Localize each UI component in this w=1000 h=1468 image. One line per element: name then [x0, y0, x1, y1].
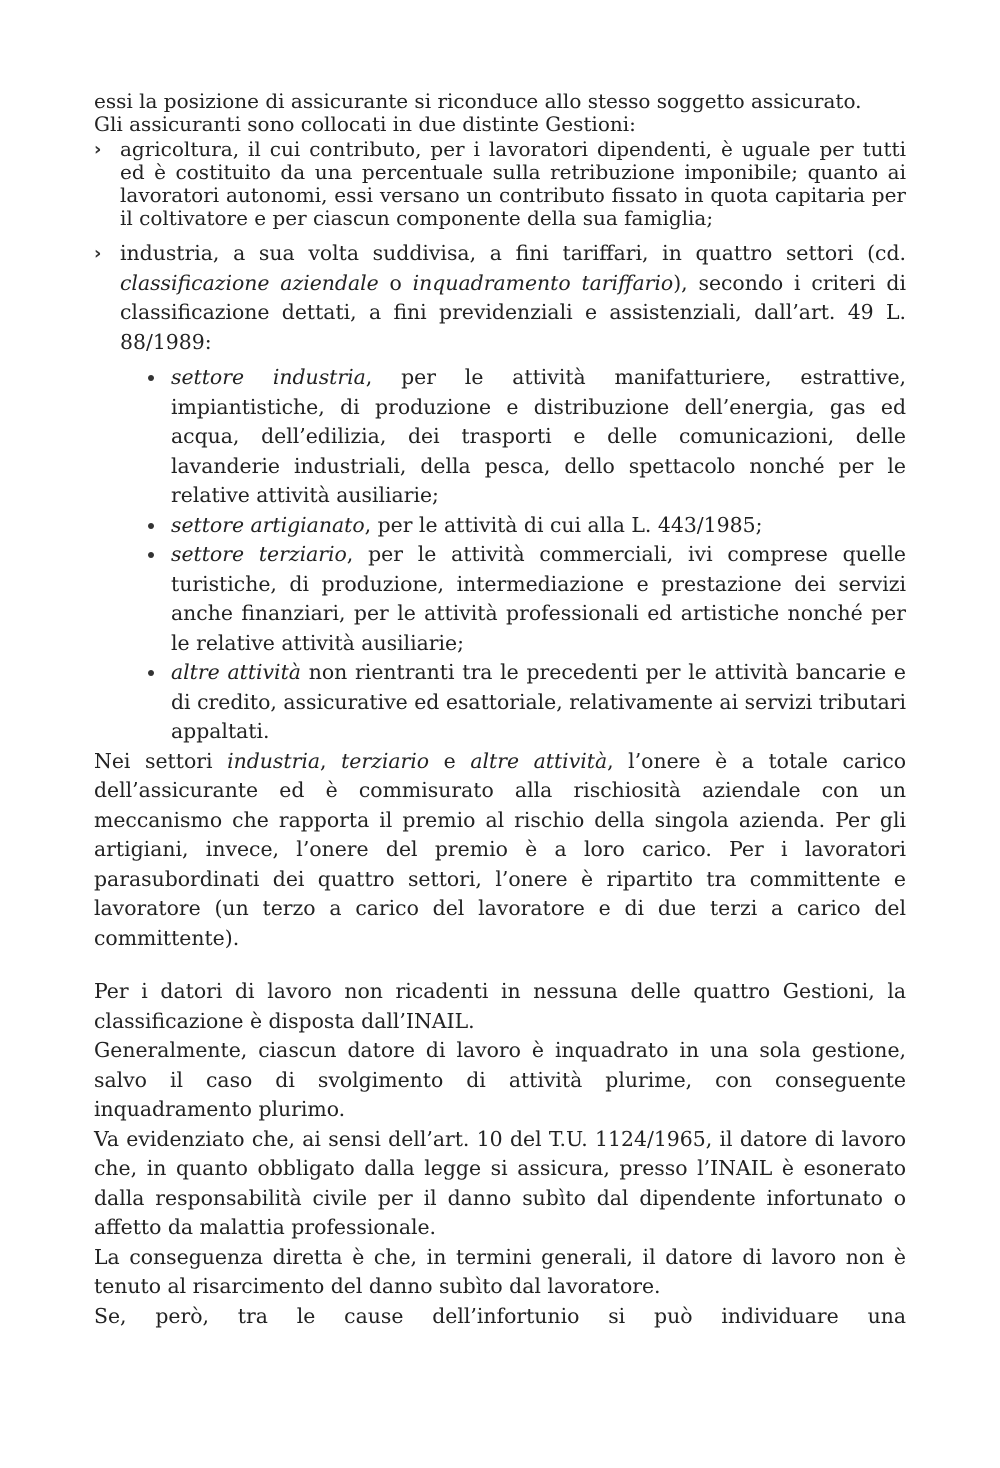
settore-name: settore terziario [171, 542, 347, 566]
settori-paragraph [94, 747, 906, 954]
intro-line-2: Gli assicuranti sono collocati in due distinte Gestioni: [94, 112, 636, 136]
settore-text: , per le attività commerciali, ivi comprese quelle turistiche, di produzione, intermediazione e prestazione dei servizi anche finanziari, per le attività professionali ed artistiche nonché per le relative attività ausiliarie; [171, 542, 906, 655]
settore-name: altre attività [171, 660, 301, 684]
bullet-dot-icon [148, 523, 154, 529]
list-item-settore-industria [144, 363, 906, 511]
settori-i3: altre attività [470, 748, 608, 773]
industria-text-c: o [378, 270, 413, 295]
bullet-dot-icon [148, 375, 154, 381]
settori-list [144, 363, 906, 747]
industria-text-d: inquadramento tariffario [412, 270, 674, 295]
paragraph-inail: Per i datori di lavoro non ricadenti in nessuna delle quattro Gestioni, la classificazione è disposta dall’INAIL. [94, 979, 906, 1033]
settori-i1: industria [227, 748, 321, 773]
agricoltura-text: agricoltura, il cui contributo, per i lavoratori dipendenti, è uguale per tutti ed è costituito da una percentuale sulla retribuzione imponibile; quanto ai lavoratori autonomi, essi versano un contributo fissato in quota capitaria per il coltivatore e per ciascun componente della sua famiglia; [120, 137, 906, 230]
chevron-right-icon [94, 138, 101, 161]
industria-text-e: ), secondo i criteri di classificazione dettati, a fini previdenziali e assistenziali, dall’art. 49 L. 88/1989: [120, 270, 906, 354]
intro-line-1: essi la posizione di assicurante si riconduce allo stesso soggetto assicurato. [94, 89, 862, 113]
settori-p2: , [320, 748, 342, 773]
list-item-settore-artigianato [144, 511, 906, 541]
settori-p1: Nei settori [94, 748, 228, 773]
settori-p3: e [429, 748, 471, 773]
settori-p4: , l’onere è a totale carico dell’assicurante ed è commisurato alla rischiosità aziendale con un meccanismo che rapporta il premio al rischio della singola azienda. Per gli artigiani, invece, l’onere del premio è a loro carico. Per i lavoratori parasubordinati dei quattro settori, l’onere è ripartito tra committente e lavoratore (un terzo a carico del lavoratore e di due terzi a carico del committente). [94, 748, 907, 950]
industria-text-b: classificazione aziendale [120, 270, 379, 295]
bullet-dot-icon [148, 670, 154, 676]
settore-text: , per le attività manifatturiere, estrattive, impiantistiche, di produzione e distribuzione dell’energia, gas ed acqua, dell’edilizia, dei trasporti e delle comunicazioni, delle lavanderie industriali, della pesca, dello spettacolo nonché per le relative attività ausiliarie; [171, 365, 906, 507]
paragraph-conseguenza: La conseguenza diretta è che, in termini generali, il datore di lavoro non è tenuto al risarcimento del danno subìto dal lavoratore. [94, 1244, 906, 1298]
paragraph-generalmente: Generalmente, ciascun datore di lavoro è inquadrato in una sola gestione, salvo il caso di svolgimento di attività plurime, con conseguente inquadramento plurimo. [94, 1038, 906, 1121]
industria-text-a: industria, a sua volta suddivisa, a fini tariffari, in quattro settori (cd. [120, 241, 906, 265]
settore-name: settore industria [171, 365, 366, 389]
chevron-right-icon [94, 239, 101, 269]
settori-i2: terziario [341, 748, 430, 773]
list-item-industria [94, 239, 906, 747]
settore-name: settore artigianato [171, 512, 365, 537]
gestioni-list [94, 138, 906, 747]
paragraph-evidenziato: Va evidenziato che, ai sensi dell’art. 10 del T.U. 1124/1965, il datore di lavoro che, in quanto obbligato dalla legge si assicura, presso l’INAIL è esonerato dalla responsabilità civile per il danno subìto dal dipendente infortunato o affetto da malattia professionale. [94, 1126, 906, 1239]
bullet-dot-icon [148, 552, 154, 558]
settore-text: , per le attività di cui alla L. 443/1985; [364, 512, 763, 537]
settore-text: non rientranti tra le precedenti per le attività bancarie e di credito, assicurative ed esattoriale, relativamente ai servizi tributari appaltati. [171, 660, 906, 743]
list-item-agricoltura [94, 138, 906, 230]
list-item-altre-attivita [144, 658, 906, 747]
document-page [94, 90, 906, 1331]
paragraph-infortunio: Se, però, tra le cause dell’infortunio si può individuare una [94, 1303, 906, 1328]
list-item-settore-terziario [144, 540, 906, 658]
